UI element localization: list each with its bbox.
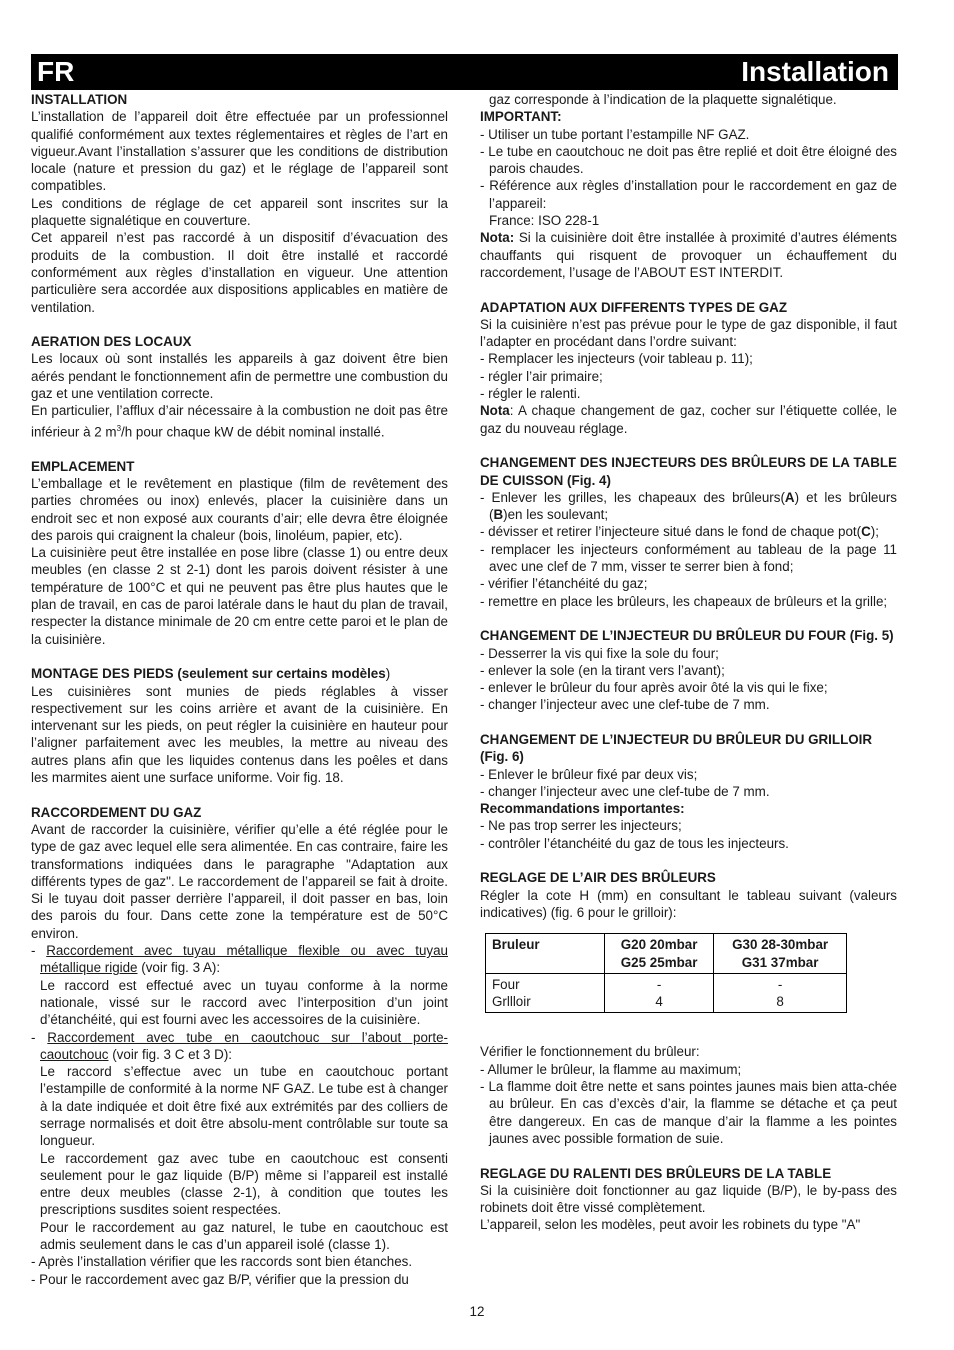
table-row bbox=[486, 973, 847, 1013]
page-header bbox=[31, 54, 898, 90]
list-item: - changer l’injecteur avec une clef-tube de 7 mm. bbox=[480, 697, 770, 713]
paragraph: La cuisinière peut être installée en pose libre (classe 1) ou entre deux meubles (en classe 2 st 2-1) dont les parois doivent résister à une température de 100°C et qui ne peuvent pas être plus hautes que le plan de travail, en cas de paroi latérale dans le haut du plan de travail, respecter la distance minimale de 20 cm entre cette paroi et le plan de la cuisinière. bbox=[31, 545, 448, 647]
list-item: - Desserrer la vis qui fixe la sole du four; bbox=[480, 645, 719, 661]
list-item: - Enlever le brûleur fixé par deux vis; bbox=[480, 766, 698, 782]
paragraph: L’installation de l’appareil doit être effectuée par un professionnel qualifié conformément aux textes réglementaires et règles de l’art en vigueur.Avant l’installation s’assurer que les conditions de distribution locale (nature et pression du gaz) et le réglage de l’appareil sont compatibles. bbox=[31, 109, 448, 194]
language-code: FR bbox=[37, 56, 75, 87]
list-item: - enlever la sole (en la tirant vers l’avant); bbox=[480, 662, 725, 678]
paragraph: Avant de raccorder la cuisinière, vérifier qu’elle a été réglée pour le type de gaz avec lequel elle sera alimentée. En cas contraire, faire les transformations indiquées dans le paragraphe "Adaptation aux différents types de gaz". Le raccordement de l’appareil se fait à droite. Si le tuyau doit passer derrière l’appareil, il doit passer en bas, loin des parois du four. Dans cette zone la température est de 50°C environ. bbox=[31, 821, 448, 941]
paragraph: gaz corresponde à l’indication de la plaquette signalétique. bbox=[489, 92, 837, 107]
paragraph: Le raccordement gaz avec tube en caoutchouc est consenti seulement pour le gaz liquide (B/P) même si l’appareil est installé entre deux meubles (classe 2-1), à condition que toutes les prescriptions susdites soient respectées. bbox=[40, 1150, 448, 1218]
table-header-cell: G30 28-30mbar G31 37mbar bbox=[714, 934, 847, 974]
list-item: - Après l’installation vérifier que les raccords sont bien étanches. bbox=[31, 1254, 413, 1270]
page-title: Installation bbox=[741, 56, 889, 87]
paragraph: Pour le raccordement au gaz naturel, le tube en caoutchouc est admis seulement dans le cas d’un appareil isolé (classe 1). bbox=[40, 1219, 448, 1253]
table-header-row bbox=[486, 934, 847, 974]
page-number: 12 bbox=[469, 1304, 485, 1319]
paragraph: Les conditions de réglage de cet appareil sont inscrites sur la plaquette signalétique en couverture. bbox=[31, 195, 448, 229]
paragraph: Le raccord s’effectue avec un tube en caoutchouc portant l’estampille de conformité à la norme NF GAZ. Le tube est à changer à la date indiquée et doit être fixé aux extrémités par des colliers de serrage normalisés et doit être absolu-ment contrôlable sur toute sa longueur. bbox=[40, 1064, 448, 1149]
table-cell: - 4 bbox=[605, 973, 714, 1013]
section-heading: EMPLACEMENT bbox=[31, 458, 135, 474]
list-item: France: ISO 228-1 bbox=[489, 213, 600, 229]
list-item: - contrôler l’étanchéité du gaz de tous les injecteurs. bbox=[480, 835, 789, 851]
list-item: - remettre en place les brûleurs, les chapeaux de brûleurs et la grille; bbox=[480, 593, 888, 609]
paragraph: Si la cuisinière n’est pas prévue pour le type de gaz disponible, il faut l’adapter en procédant dans l’ordre suivant: bbox=[480, 316, 897, 350]
list-item: - Allumer le brûleur, la flamme au maximum; bbox=[480, 1061, 742, 1077]
list-item: - Enlever les grilles, les chapeaux des brûleurs(A) et les brûleurs (B)en les soulevant; bbox=[480, 489, 897, 523]
paragraph: Les cuisinières sont munies de pieds réglables à visser respectivement sur les coins arrière et avant de la cuisinière. En intervenant sur les pieds, on peut régler la cuisinière en hauteur pour l’aligner parfaitement avec les meubles, la mettre au niveau des autres plans afin que les liquides contenus dans les poêles et dans les marmites aient une surface uniforme. Voir fig. 18. bbox=[31, 683, 448, 786]
list-item: - remplacer les injecteurs conformément au tableau de la page 11 avec une clef de 7 mm, visser te serrer bien à fond; bbox=[480, 541, 897, 575]
left-column bbox=[31, 91, 448, 1288]
paragraph: En particulier, l’afflux d’air nécessaire à la combustion ne doit pas être inférieur à 2 $m^3/h$ pour chaque kW de débit nominal installé. bbox=[31, 403, 448, 440]
list-item: - dévisser et retirer l’injecteure situé dans le fond de chaque pot(C); bbox=[480, 524, 879, 540]
paragraph: Vérifier le fonctionnement du brûleur: bbox=[480, 1044, 700, 1060]
section-heading: REGLAGE DU RALENTI DES BRÛLEURS DE LA TABLE bbox=[480, 1165, 832, 1181]
table-header-cell: G20 20mbar G25 25mbar bbox=[605, 934, 714, 974]
list-item: - Le tube en caoutchouc ne doit pas être replié et doit être éloigné des parois chaudes. bbox=[480, 143, 897, 177]
section-heading: AERATION DES LOCAUX bbox=[31, 334, 192, 350]
list-item: - régler le ralenti. bbox=[480, 386, 581, 402]
section-heading: ADAPTATION AUX DIFFERENTS TYPES DE GAZ bbox=[480, 299, 788, 315]
section-heading: MONTAGE DES PIEDS (seulement sur certains modèles) bbox=[31, 666, 391, 682]
paragraph: Le raccord est effectué avec un tuyau conforme à la norme nationale, vissé sur le raccord avec l’interposition d’un joint d’étanchéité, qui est fourni avec les accessoires de la cuisinière. bbox=[40, 977, 448, 1028]
section-heading: IMPORTANT: bbox=[480, 109, 562, 125]
section-heading: RACCORDEMENT DU GAZ bbox=[31, 804, 202, 820]
right-column bbox=[480, 91, 897, 1234]
list-item: - Raccordement avec tuyau métallique flexible ou avec tuyau métallique rigide (voir fig. 3 A): bbox=[31, 943, 448, 976]
list-item: - Pour le raccordement avec gaz B/P, vérifier que la pression du bbox=[31, 1271, 409, 1287]
section-heading: INSTALLATION bbox=[31, 92, 128, 107]
list-item: - enlever le brûleur du four après avoir ôté la vis qui le fixe; bbox=[480, 680, 828, 696]
section-heading: CHANGEMENT DE L’INJECTEUR DU BRÛLEUR DU FOUR (Fig. 5) bbox=[480, 628, 894, 644]
paragraph: L’emballage et le revêtement en plastique (film de revêtement des parties chromées ou inox) enlevés, placer la cuisinière dans un endroit sec et non exposé aux courants d’air; elle devra être éloignée des parois qui craignent la chaleur (bois, linoléum, papier, etc). bbox=[31, 476, 448, 543]
list-item: - Référence aux règles d’installation pour le raccordement en gaz de l’appareil: bbox=[480, 178, 897, 211]
note: Nota: A chaque changement de gaz, cocher sur l’étiquette collée, le gaz du nouveau réglage. bbox=[480, 403, 897, 436]
table-cell: Four Grllloir bbox=[486, 973, 605, 1013]
list-item: - vérifier l’étanchéité du gaz; bbox=[480, 576, 648, 592]
section-heading: CHANGEMENT DE L’INJECTEUR DU BRÛLEUR DU GRILLOIR (Fig. 6) bbox=[480, 731, 873, 765]
table-header-cell: Bruleur bbox=[486, 934, 605, 974]
paragraph: Cet appareil n’est pas raccordé à un dispositif d’évacuation des produits de la combustion. Il doit être installé et raccordé conformément aux règles d’installation en vigueur. Une attention particulière sera accordée aux dispositions applicables en matière de ventilation. bbox=[31, 230, 448, 315]
list-item: - Remplacer les injecteurs (voir tableau p. 11); bbox=[480, 351, 753, 367]
subheading: Recommandations importantes: bbox=[480, 801, 685, 817]
note: Nota: Si la cuisinière doit être installée à proximité d’autres éléments chauffants qui risquent de provoquer un échauffement du raccordement, l’usage de l’ABOUT EST INTERDIT. bbox=[480, 230, 897, 280]
paragraph: Régler la cote H (mm) en consultant le tableau suivant (valeurs indicatives) (fig. 6 pour le grilloir): bbox=[480, 887, 897, 920]
paragraph: Si la cuisinière doit fonctionner au gaz liquide (B/P), le by-pass des robinets doit être vissé complètement. bbox=[480, 1182, 897, 1216]
list-item: - Utiliser un tube portant l’estampille NF GAZ. bbox=[480, 126, 750, 142]
list-item: - régler l’air primaire; bbox=[480, 368, 603, 384]
list-item: - Ne pas trop serrer les injecteurs; bbox=[480, 818, 682, 834]
section-heading: REGLAGE DE L’AIR DES BRÛLEURS bbox=[480, 870, 716, 886]
list-item: - changer l’injecteur avec une clef-tube de 7 mm. bbox=[480, 783, 770, 799]
paragraph: Les locaux où sont installés les appareils à gaz doivent être bien aérés pendant le fonctionnement afin de permettre une combustion du gaz et une ventilation correcte. bbox=[31, 351, 448, 402]
air-settings-table bbox=[485, 933, 847, 1013]
table-cell: - 8 bbox=[714, 973, 847, 1013]
list-item: - Raccordement avec tube en caoutchouc sur l’about porte-caoutchouc (voir fig. 3 C et 3 D): bbox=[31, 1029, 448, 1062]
paragraph: L’appareil, selon les modèles, peut avoir les robinets du type "A" bbox=[480, 1217, 861, 1233]
list-item: - La flamme doit être nette et sans pointes jaunes mais bien atta-chée au brûleur. En cas d’excès d’air, la flamme se détache et ça peut être dangereux. En cas de manque d’air la flamme a les pointes jaunes avec possible formation de suie. bbox=[480, 1079, 897, 1146]
section-heading: CHANGEMENT DES INJECTEURS DES BRÛLEURS DE LA TABLE DE CUISSON (Fig. 4) bbox=[480, 455, 897, 488]
